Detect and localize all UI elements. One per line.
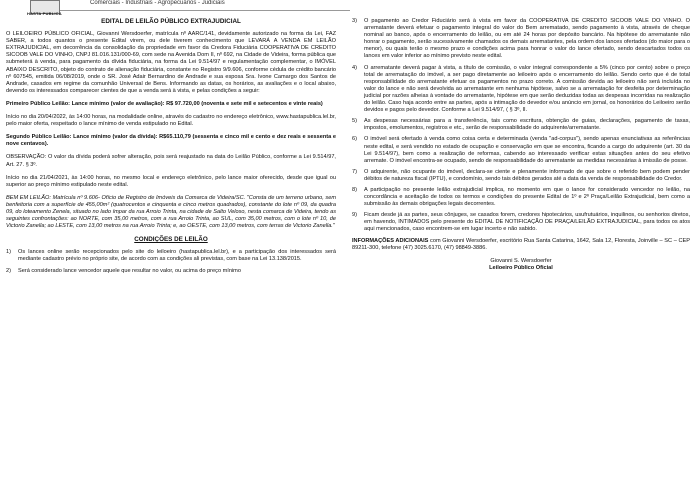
condition-text: Ficam desde já as partes, seus cônjuges, se casados forem, credores hipotecários, usufrutuários, inquilinos, ou senhorios diretos, em havendo, INTIMADOS pelo presente do EDITAL DE NOTIFICAÇÃO DE PRAÇA/LEILÃO EXTRAJUDICIAL, para todos os atos aqui mencionados, caso encontrem-se em lugar incerto e não sabido. (364, 212, 690, 233)
condition-item (352, 136, 690, 164)
condition-item (352, 65, 690, 115)
property-description: BEM EM LEILÃO: Matrícula nº 9.606- Ofício de Registro de Imóveis da Comarca de Videira/SC. "Consta de um terreno urbano, sem benfeitoria com a superfície de 455,00m² (quatrocentos e cinquenta e cinco metros quadrados), constante do lote nº 09, da quadra 09, do loteamento Zenela, situado no lado ímpar da rua Arroio Trinta, na cidade de Salto Veloso, nesta comarca de Videira, tendo as seguintes confrontações: ao NORTE, com 35,00 metros, com a rua Arroio Trinta, ao SUL, com 35,00 metros, com o lote nº 10, de Victorio Zanella; ao LESTE, com 13,00 metros na rua Arroio Trinta; e, ao OESTE, com 13,00 metros, com terras de Victorio Zanella." (6, 194, 336, 230)
condition-text: O imóvel será ofertado à venda como coisa certa e determinada (venda "ad-corpus"), sendo apenas enunciativas as referências neste edital, e será vendido no estado de ocupação e conservação em que se encontra, ficando a cargo do adquirente (art. 30 da Lei 9.514/97), bem como a realização de reformas, cabendo ao interessado verificar estas situações antes do seu efetivo arremate. O imóvel encontra-se ocupado, sendo de responsabilidade do arrematante as medidas necessárias à imissão de posse. (364, 136, 690, 164)
second-auction-paragraph: Segundo Público Leilão: Lance mínimo (valor da dívida): R$65.110,79 (sessenta e cinco mil e cento e dez reais e sessenta e nove centavos). (6, 134, 336, 148)
conditions-title: CONDIÇÕES DE LEILÃO (134, 236, 208, 244)
header-categories: Comerciais - Industriais - Agropecuários - Judiciais (90, 0, 225, 6)
logo-text: HASTA PUBLICA (27, 11, 62, 16)
condition-item (352, 169, 690, 183)
condition-item (6, 268, 336, 275)
condition-number: 2) (6, 267, 11, 274)
first-auction-start: Início no dia 20/04/2022, às 14:00 horas, na modalidade online, através do cadastro no endereço eletrônico, www.hastapublica.lel.br, pelo maior oferta, respeitado o lance mínimo de venda estipulado no Edital. (6, 114, 336, 128)
condition-number: 6) (352, 136, 357, 143)
left-column (6, 18, 336, 279)
condition-item (352, 18, 690, 61)
condition-text: O arrematante deverá pagar à vista, a título de comissão, o valor integral correspondente a 5% (cinco por cento) sobre o preço total de arrematação do imóvel, a ser pago diretamente ao leiloeiro após o encerramento do leilão. Sendo certo que é de total responsabilidade do arrematante efetuar os pagamentos no prazo correto. A comissão devida ao leiloeiro não será incluída no valor do lance e não será devolvida ao arrematante em nenhuma hipótese, salvo se a arrematação for desfeita por determinação judicial por razões alheias à vontade do arrematante, hipótese em que serão deduzidas todas as despesas incorridas na realização do leilão. Caso haja acordo entre as partes, após a intimação do devedor e/ou anúncio em jornal, os honorários do Leiloeiro serão devidos e pagos pelo devedor. Conforme a Lei 9.514/97, ( § 3º, II. (364, 64, 690, 114)
second-auction-start: Início no dia 21/04/2021, às 14:00 horas, no mesmo local e endereço eletrônico, pelo lance maior oferecido, desde que igual ou superior ao preço mínimo estipulado neste edital. (6, 174, 336, 188)
condition-number: 5) (352, 118, 357, 125)
condition-item (352, 212, 690, 233)
condition-text: Será considerado lance vencedor aquele que resultar no valor, ou acima do preço mínimo (18, 267, 241, 274)
condition-text: As despesas necessárias para a transferência, tais como escritura, obtenção de guias, declarações, pagamento de taxas, impostos, emolumentos, registros e etc., serão de responsabilidade do adquirente/arrematante. (364, 118, 690, 132)
condition-item (352, 187, 690, 208)
signature-block (352, 258, 690, 272)
observation-paragraph: OBSERVAÇÃO: O valor da dívida poderá sofrer alteração, pois será reajustado na data do Leilão Público, conforme a Lei 9.514/97, Art. 27. § 3º. (6, 154, 336, 168)
condition-number: 3) (352, 18, 357, 24)
additional-info-text: com Giovanni Wersdoerfer, escritório Rua Santa Catarina, 1642, Sala 12, Floresta, Joinville – SC – CEP 89211-300, telefone (47) 3025.6170, (47) 98849-3886. (352, 237, 690, 251)
condition-number: 4) (352, 64, 357, 71)
additional-info-label: INFORMAÇÕES ADICIONAIS (352, 237, 429, 244)
condition-text: Os lances online serão recepcionados pelo site do leiloeiro (hastapublica.lel.br), e a participação dos interessados será mediante cadastro prévio no próprio site, de acordo com as condições ali previstas, com base na Lei 13.138/2015. (18, 249, 336, 263)
condition-number: 9) (352, 212, 357, 219)
signature-name: Giovanni S. Wersdoerfer (490, 257, 552, 264)
page-header (0, 0, 700, 14)
condition-text: O pagamento ao Credor Fiduciário será à vista em favor da COOPERATIVA DE CREDITO SICOOB VALE DO VINHO. O arrematante deverá efetuar o pagamento integral do valor do Bem arrematado, sendo pagamento à vista, através de cheque nominal ao banco, após o encerramento do leilão, ou em até 24 horas por depósito bancário. Na hipótese do arrematante não honrar o pagamento, serão sucessivamente chamados os demais arrematantes, pela ordem dos lances ofertados (do maior para o menor), ou quais terão o mesmo prazo e condições acima para honrar o valor do lance ofertado, sendo descartados todos os lances em valor inferior ao mínimo previsto neste edital. (364, 18, 690, 60)
document-title: EDITAL DE LEILÃO PÚBLICO EXTRAJUDICIAL (101, 18, 241, 25)
intro-paragraph: O LEILOEIRO PÚBLICO OFICIAL, Giovanni Wersdoerfer, matrícula nº AARC/141, devidamente autorizado na forma da Lei, FAZ SABER, a todos quantos o presente Edital virem, ou dele tiverem conhecimento que LEVARÁ A VENDA EM LEILÃO EXTRAJUDICIAL, em decorrência da consolidação da propriedade em favor da Credora Fiduciária COOPERATIVA DE CREDITO SICOOB VALE DO VINHO, CNPJ 81.016.131/000-69, com sede na Avenida Dom II, nº 692, na Cidade de Videira, forma pública que submeterá à venda, para pagamento da dívida fiduciária, na forma da Lei 9.514/97 e regulamentação complementar, o IMÓVEL ABAIXO DESCRITO, objeto do contrato de alienação fiduciária, constante no Registro 9/9.606, conforme cédula de crédito bancário nº 607545, emitida 06/08/2019, onde o SR. José Adair Bernardino de Andrade e sua esposa Sra. Ivone Camargo dos Santos de Andrade, casados em regime da comunhão Universal de Bens. Informando as datas, os horários, as avaliações e o local abaixo, devendo os interessados comparecer cientes de que a venda será à vista, e pelas condições a seguir: (6, 31, 336, 94)
right-column (352, 18, 690, 272)
condition-item (352, 118, 690, 132)
condition-number: 1) (6, 249, 11, 256)
additional-info (352, 238, 690, 252)
condition-text: A participação no presente leilão extrajudicial implica, no momento em que o lance for considerado vencedor no leilão, na concordância e aceitação de todos os termos e condições do presente Edital de 1º e 2º Praça/Leilão Extrajudicial, bem como a submissão às demais obrigações legais decorrentes. (364, 186, 690, 208)
first-auction-paragraph: Primeiro Público Leilão: Lance mínimo (valor de avaliação): R$ 97.720,00 (noventa e sete mil e setecentos e vinte reais) (6, 100, 323, 107)
condition-number: 8) (352, 186, 357, 193)
condition-text: O adquirente, não ocupante do imóvel, declara-se ciente e plenamente informado de que sobre o referido bem podem pender débitos de natureza fiscal (IPTU), e condomínio, sendo tais débitos gerados até a data da venda de responsabilidade do Credor. (364, 168, 690, 182)
signature-role: Leiloeiro Público Oficial (489, 264, 553, 271)
condition-item (6, 249, 336, 263)
header-divider (60, 10, 350, 11)
condition-number: 7) (352, 168, 357, 175)
